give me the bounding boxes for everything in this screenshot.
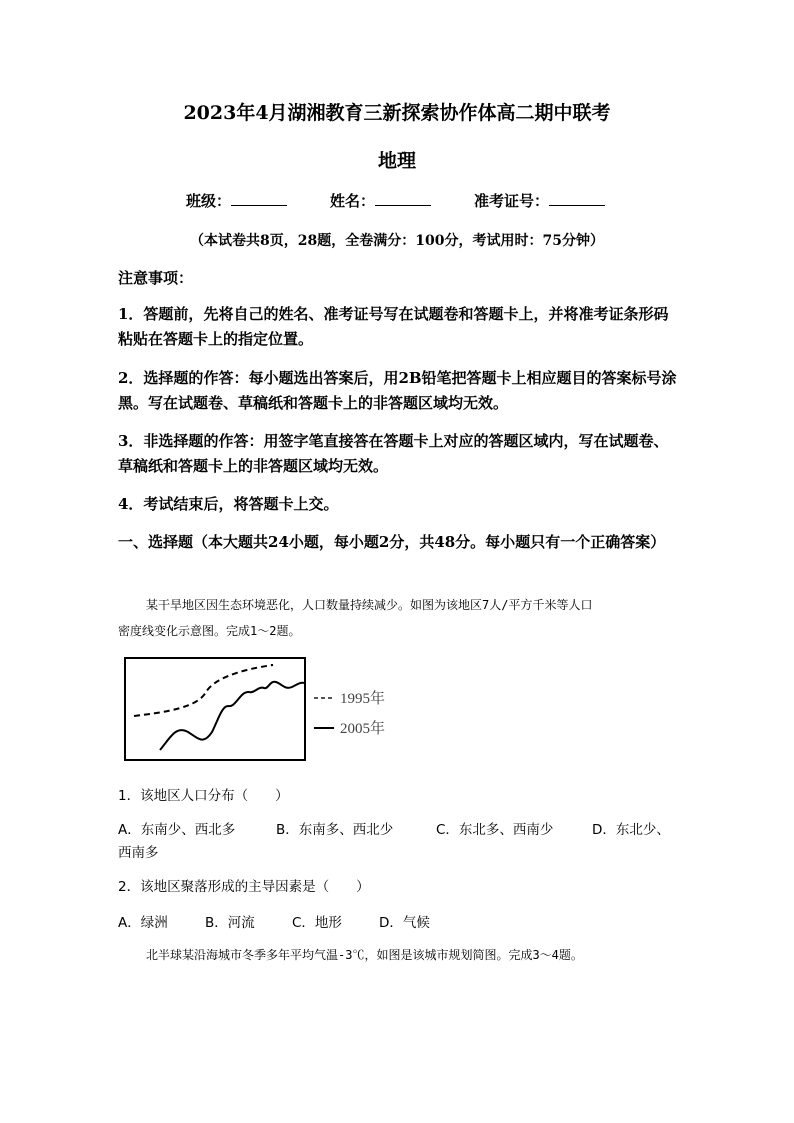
name-field xyxy=(330,190,431,211)
question-2-stem: 2．该地区聚落形成的主导因素是（ ） xyxy=(118,879,370,895)
class-label: 班级： xyxy=(186,192,232,210)
population-density-figure xyxy=(118,652,408,767)
section-heading: 一、选择题（本大题共24小题，每小题2分，共48分。每小题只有一个正确答案） xyxy=(118,533,666,551)
notice-item-4: 4．考试结束后，将答题卡上交。 xyxy=(118,495,339,513)
figure-frame xyxy=(125,658,305,760)
name-blank[interactable] xyxy=(375,191,431,206)
passage-1-line-1: 某干旱地区因生态环境恶化，人口数量持续减少。如图为该地区7人/平方千米等人口 xyxy=(146,598,593,612)
question-1-stem: 1．该地区人口分布（ ） xyxy=(118,788,289,804)
ticket-label: 准考证号： xyxy=(474,192,550,210)
question-2-option-d[interactable]: D．气候 xyxy=(379,915,430,931)
question-2-options xyxy=(118,912,430,935)
notice-item-2: 2．选择题的作答：每小题选出答案后，用2B铅笔把答题卡上相应题目的答案标号涂黑。写在试题卷、草稿纸和答题卡上的非答题区域均无效。 xyxy=(118,369,677,412)
question-1-option-b[interactable]: B．东南多、西北少 xyxy=(276,822,394,838)
legend-2005-label: 2005年 xyxy=(340,721,386,737)
question-1-option-c[interactable]: C．东北多、西南少 xyxy=(436,822,554,838)
passage-1-line-2: 密度线变化示意图。完成1～2题。 xyxy=(118,624,301,638)
name-label: 姓名： xyxy=(330,192,376,210)
line-2005 xyxy=(160,682,304,750)
ticket-blank[interactable] xyxy=(549,191,605,206)
question-2-option-c[interactable]: C．地形 xyxy=(292,915,342,931)
subject-title: 地理 xyxy=(377,150,416,172)
question-2-option-a[interactable]: A．绿洲 xyxy=(118,915,168,931)
notice-item-1: 1．答题前，先将自己的姓名、准考证号写在试题卷和答题卡上，并将准考证条形码粘贴在答题卡上的指定位置。 xyxy=(118,305,669,348)
class-blank[interactable] xyxy=(231,191,287,206)
question-2-option-b[interactable]: B．河流 xyxy=(205,915,255,931)
notice-item-3: 3．非选择题的作答：用签字笔直接答在答题卡上对应的答题区域内，写在试题卷、草稿纸和答题卡上的非答题区域均无效。 xyxy=(118,432,669,475)
passage-2: 北半球某沿海城市冬季多年平均气温-3℃，如图是该城市规划简图。完成3～4题。 xyxy=(146,948,583,962)
exam-title: 2023年4月湖湘教育三新探索协作体高二期中联考 xyxy=(183,102,611,124)
question-1-option-a[interactable]: A．东南少、西北多 xyxy=(118,822,236,838)
notice-heading: 注意事项： xyxy=(118,269,194,287)
ticket-field xyxy=(474,190,605,211)
question-1-options xyxy=(118,819,678,865)
legend-1995-label: 1995年 xyxy=(340,691,386,707)
question-1-option-d[interactable]: D．东北少、西南多 xyxy=(118,822,670,861)
class-field xyxy=(186,190,287,211)
exam-info: （本试卷共8页，28题，全卷满分：100分，考试用时：75分钟） xyxy=(190,233,604,249)
line-1995 xyxy=(134,665,273,716)
